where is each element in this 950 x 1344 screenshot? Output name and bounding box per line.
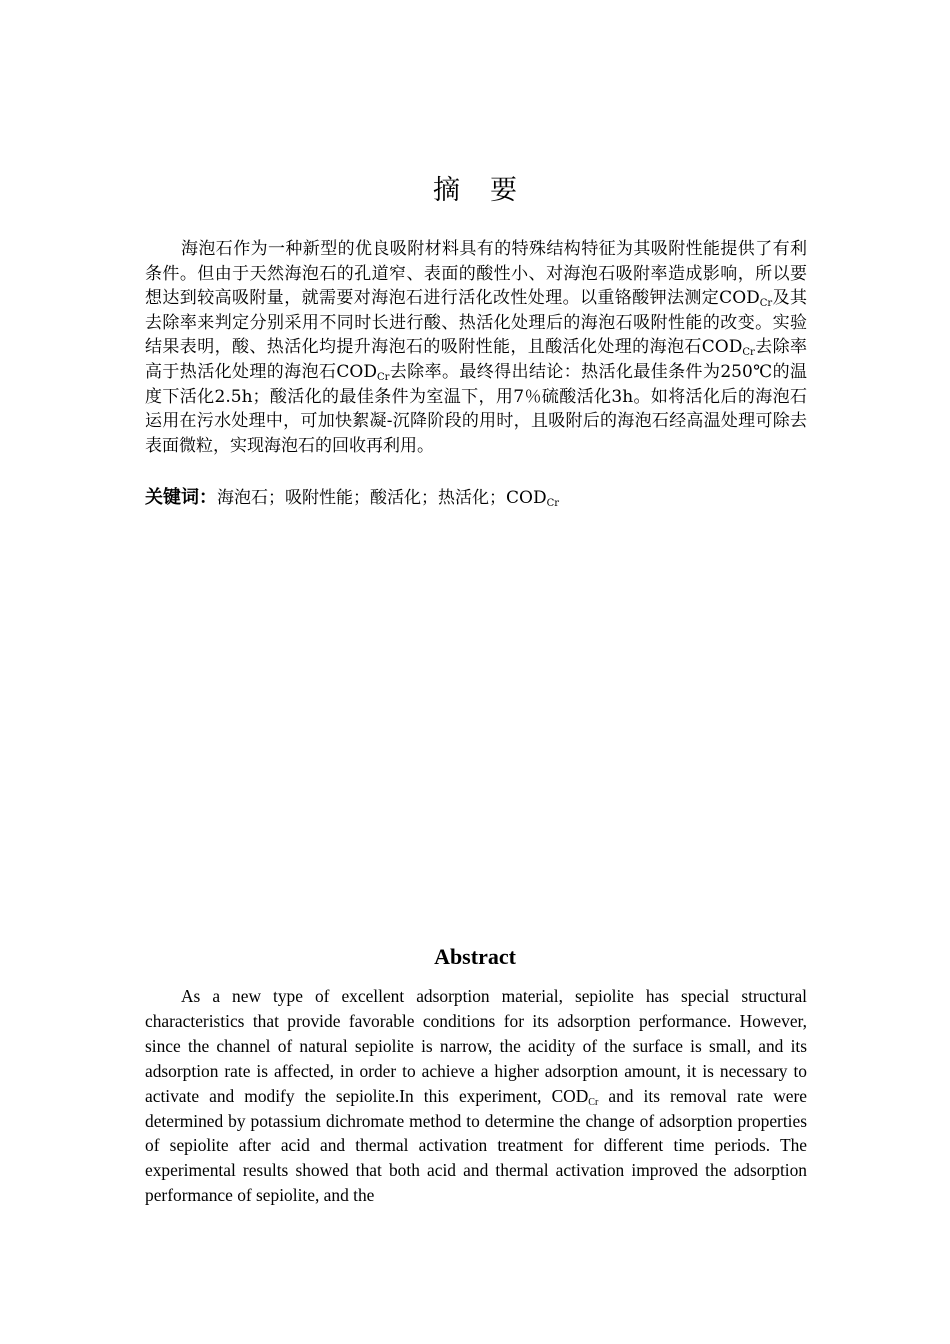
cod-subscript: Cr bbox=[376, 371, 390, 383]
keywords-label: 关键词： bbox=[145, 487, 217, 508]
abstract-text-segment: and its removal rate were determined by potassium dichromate method to determine the change of adsorption properties of sepiolite after acid and thermal activation treatment for different time periods. The experimental results showed that both acid and thermal activation improved the adsorption performance of sepiolite, and the bbox=[145, 1085, 807, 1206]
abstract-text-segment: 及其去除率来判定分别采用不同时长进行酸、热活化处理后的海泡石吸附性能的改变。实验结果表明，酸、热活化均提升海泡石的吸附性能，且酸活化处理的海泡石COD bbox=[145, 288, 808, 358]
abstract-text-segment: As a new type of excellent adsorption material, sepiolite has special structural characteristics that provide favorable conditions for its adsorption performance. However, since the channel of natural sepiolite is narrow, the acidity of the surface is small, and its adsorption rate is affected, in order to achieve a higher adsorption amount, it is necessary to activate and modify the sepiolite.In this experiment, COD bbox=[145, 986, 807, 1106]
chinese-abstract-body bbox=[145, 237, 807, 458]
cod-subscript: Cr bbox=[759, 298, 773, 310]
chinese-abstract-title: 摘要 bbox=[433, 175, 547, 206]
cod-subscript: Cr bbox=[588, 1096, 599, 1108]
cod-subscript: Cr bbox=[546, 498, 560, 509]
english-abstract-title: Abstract bbox=[434, 944, 516, 969]
keywords-text: 海泡石；吸附性能；酸活化；热活化；COD bbox=[217, 488, 547, 508]
english-abstract-body bbox=[145, 984, 807, 1208]
abstract-text-segment: 海泡石作为一种新型的优良吸附材料具有的特殊结构特征为其吸附性能提供了有利条件。但由于天然海泡石的孔道窄、表面的酸性小、对海泡石吸附率造成影响，所以要想达到较高吸附量，就需要对海泡石进行活化改性处理。以重铬酸钾法测定COD bbox=[145, 239, 807, 309]
cod-subscript: Cr bbox=[742, 347, 755, 359]
abstract-text-segment: 去除率。最终得出结论：热活化最佳条件为250℃的温度下活化2.5h；酸活化的最佳条件为室温下，用7％硫酸活化3h。如将活化后的海泡石运用在污水处理中，可加快絮凝-沉降阶段的用时，且吸附后的海泡石经高温处理可除去表面微粒，实现海泡石的回收再利用。 bbox=[145, 361, 807, 456]
abstract-text-segment: 去除率高于热活化处理的海泡石COD bbox=[145, 337, 807, 382]
keywords-line bbox=[145, 486, 807, 510]
